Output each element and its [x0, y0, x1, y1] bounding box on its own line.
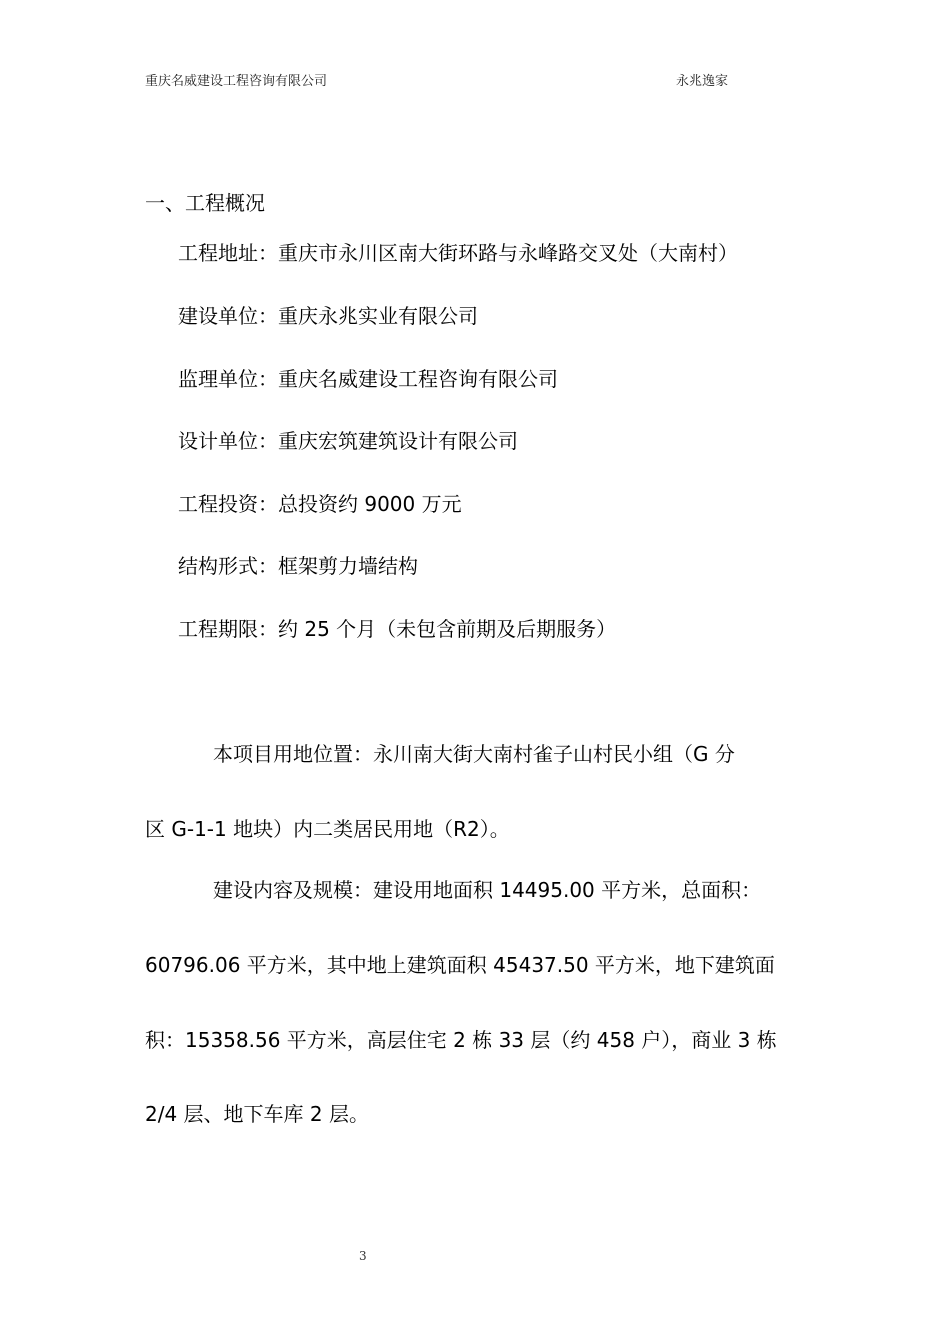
info-designer: 设计单位：重庆宏筑建筑设计有限公司: [178, 429, 518, 453]
info-structure: 结构形式：框架剪力墙结构: [178, 554, 418, 578]
info-owner: 建设单位：重庆永兆实业有限公司: [178, 304, 478, 328]
paragraph-site-line-1: 本项目用地位置：永川南大街大南村雀子山村民小组（G 分: [213, 742, 735, 766]
paragraph-scale-line-3: 积：15358.56 平方米，高层住宅 2 栋 33 层（约 458 户），商业 3 栋: [145, 1028, 777, 1052]
page-number: 3: [359, 1249, 367, 1263]
info-duration: 工程期限：约 25 个月（未包含前期及后期服务）: [178, 617, 617, 641]
info-investment: 工程投资：总投资约 9000 万元: [178, 492, 462, 516]
header-company: 重庆名威建设工程咨询有限公司: [145, 74, 328, 89]
header-project: 永兆逸家: [676, 74, 729, 89]
paragraph-scale-line-1: 建设内容及规模：建设用地面积 14495.00 平方米，总面积：: [213, 878, 762, 902]
paragraph-site-line-2: 区 G-1-1 地块）内二类居民用地（R2）。: [145, 817, 510, 841]
info-address: 工程地址：重庆市永川区南大街环路与永峰路交叉处（大南村）: [178, 241, 738, 265]
info-supervisor: 监理单位：重庆名威建设工程咨询有限公司: [178, 367, 558, 391]
section-title: 一、工程概况: [145, 191, 265, 215]
paragraph-scale-line-4: 2/4 层、地下车库 2 层。: [145, 1102, 369, 1126]
paragraph-scale-line-2: 60796.06 平方米，其中地上建筑面积 45437.50 平方米，地下建筑面: [145, 953, 775, 977]
